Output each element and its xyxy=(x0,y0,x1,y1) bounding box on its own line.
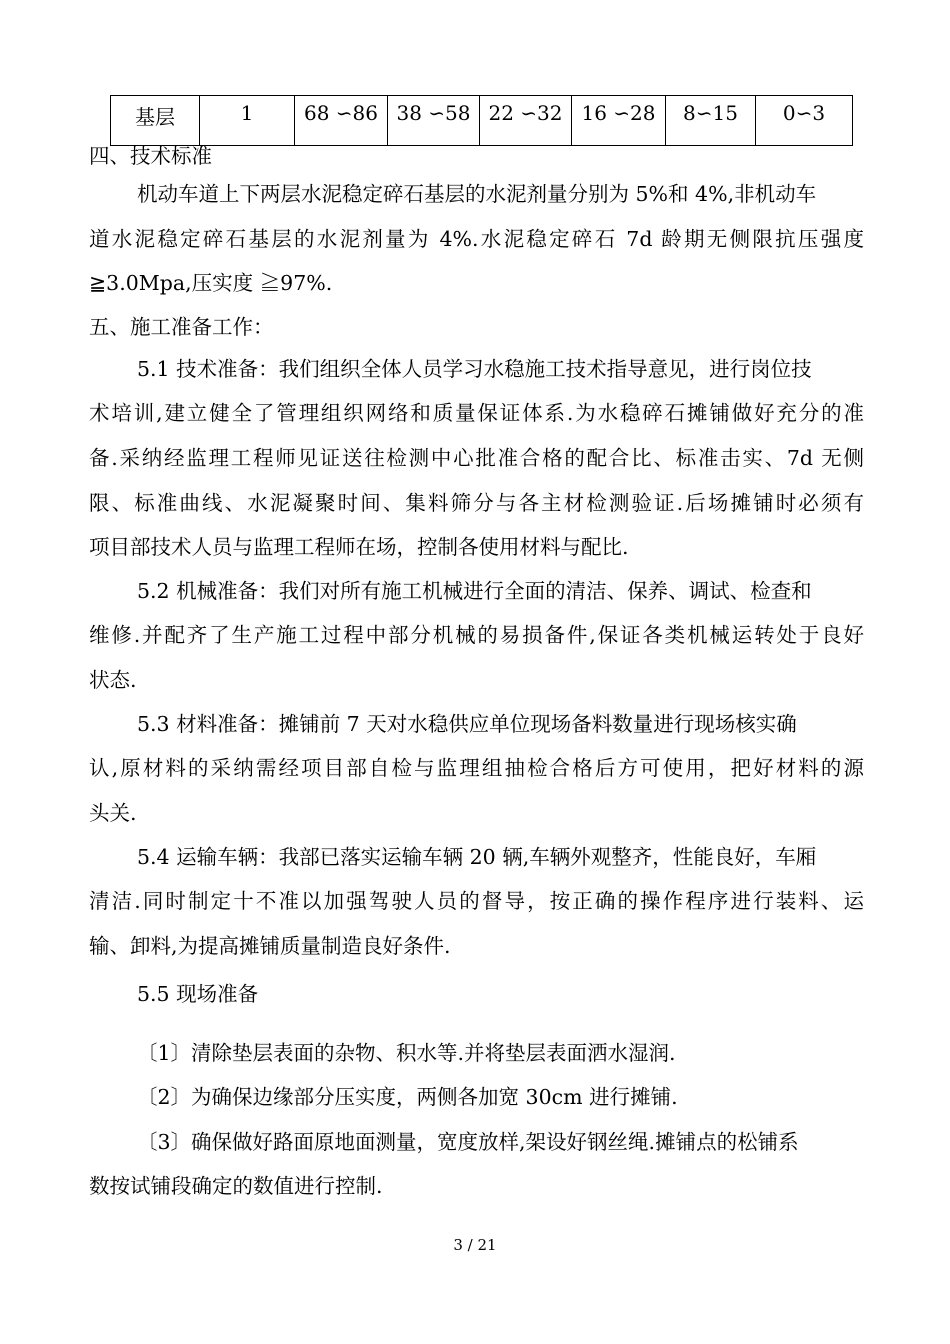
list-item: 〔3〕确保做好路面原地面测量，宽度放样,架设好钢丝绳.摊铺点的松铺系 xyxy=(137,1130,799,1154)
paragraph-line: ≧3.0Mpa,压实度 ≧97%. xyxy=(89,271,333,295)
paragraph-line: 清洁.同时制定十不准以加强驾驶人员的督导，按正确的操作程序进行装料、运 xyxy=(89,889,864,913)
gradation-table xyxy=(110,95,853,146)
table-cell: 1 xyxy=(200,96,295,146)
section-heading-5: 五、施工准备工作： xyxy=(89,315,274,339)
paragraph-line: 输、卸料,为提高摊铺质量制造良好条件. xyxy=(89,934,451,958)
paragraph-line: 状态. xyxy=(89,668,137,692)
paragraph-line: 备.采纳经监理工程师见证送往检测中心批准合格的配合比、标准击实、7d 无侧 xyxy=(89,446,864,470)
paragraph-line: 5.1 技术准备：我们组织全体人员学习水稳施工技术指导意见，进行岗位技 xyxy=(137,357,812,381)
table-cell: 0∽3 xyxy=(756,96,853,146)
paragraph-line: 5.3 材料准备：摊铺前 7 天对水稳供应单位现场备料数量进行现场核实确 xyxy=(137,712,797,736)
subsection-heading: 5.5 现场准备 xyxy=(137,982,259,1006)
table-cell: 基层 xyxy=(111,96,200,146)
paragraph-line: 限、标准曲线、水泥凝聚时间、集料筛分与各主材检测验证.后场摊铺时必须有 xyxy=(89,491,864,515)
list-item: 〔2〕为确保边缘部分压实度，两侧各加宽 30cm 进行摊铺. xyxy=(137,1085,678,1109)
table-row xyxy=(111,96,853,146)
list-item: 〔1〕清除垫层表面的杂物、积水等.并将垫层表面洒水湿润. xyxy=(137,1041,676,1065)
page-number: 3 / 21 xyxy=(453,1236,497,1254)
paragraph-line: 道水泥稳定碎石基层的水泥剂量为 4%.水泥稳定碎石 7d 龄期无侧限抗压强度 xyxy=(89,227,864,251)
paragraph-line: 项目部技术人员与监理工程师在场，控制各使用材料与配比. xyxy=(89,535,629,559)
paragraph-line: 机动车道上下两层水泥稳定碎石基层的水泥剂量分别为 5%和 4%,非机动车 xyxy=(137,182,817,206)
paragraph-line: 术培训,建立健全了管理组织网络和质量保证体系.为水稳碎石摊铺做好充分的准 xyxy=(89,401,864,425)
section-heading-4: 四、技术标准 xyxy=(89,144,212,168)
table-cell: 16 ∽28 xyxy=(572,96,666,146)
table-cell: 38 ∽58 xyxy=(388,96,480,146)
paragraph-line: 认,原材料的采纳需经项目部自检与监理组抽检合格后方可使用，把好材料的源 xyxy=(89,756,864,780)
paragraph-line: 5.2 机械准备：我们对所有施工机械进行全面的清洁、保养、调试、检查和 xyxy=(137,579,812,603)
paragraph-line: 头关. xyxy=(89,801,137,825)
paragraph-line: 维修.并配齐了生产施工过程中部分机械的易损备件,保证各类机械运转处于良好 xyxy=(89,623,864,647)
table-cell: 22 ∽32 xyxy=(480,96,572,146)
list-item: 数按试铺段确定的数值进行控制. xyxy=(89,1174,383,1198)
paragraph-line: 5.4 运输车辆：我部已落实运输车辆 20 辆,车辆外观整齐，性能良好，车厢 xyxy=(137,845,817,869)
table-cell: 68 ∽86 xyxy=(295,96,388,146)
table-cell: 8∽15 xyxy=(666,96,756,146)
